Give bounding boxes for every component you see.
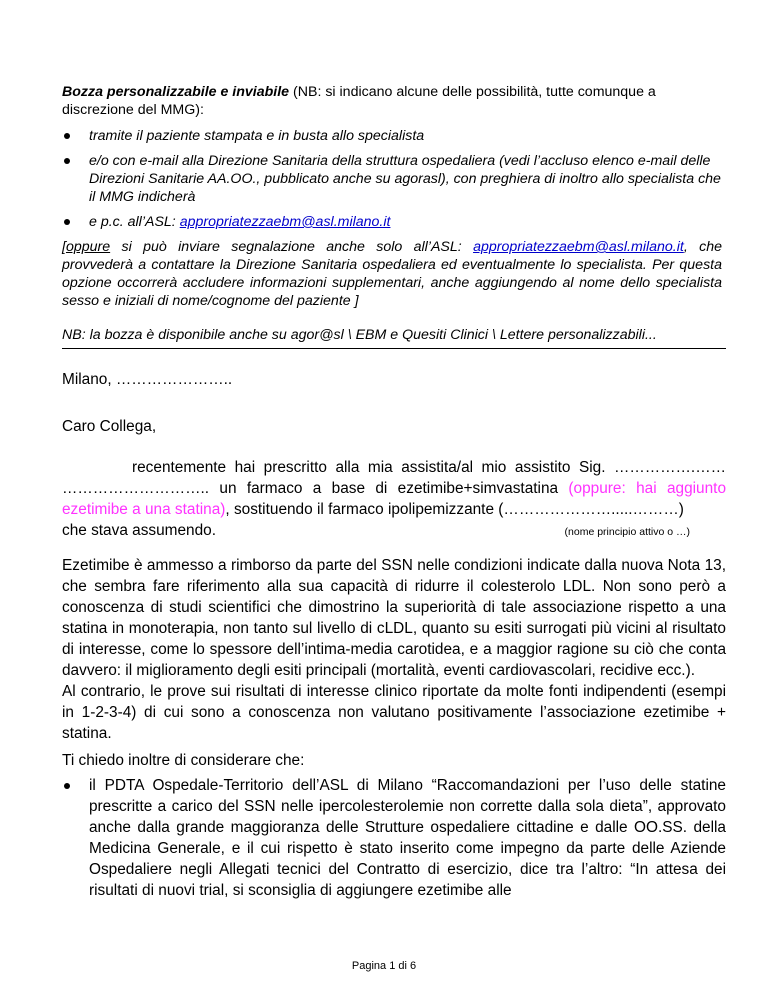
letter-body (62, 369, 726, 901)
intro-bullet-patient: tramite il paziente stampata e in busta allo specialista (62, 127, 722, 145)
intro-section (62, 83, 722, 344)
consider-list (62, 775, 726, 901)
list-item: il PDTA Ospedale-Territorio dell’ASL di Milano “Raccomandazioni per l’uso delle statine prescritte a carico del SSN nelle ipercolesterolemie non corrette dalla sola dieta”, approvato anche dalla grande maggioranza delle Strutture ospedaliere cittadine e dalle OO.SS. della Medicina Generale, e il cui rispetto è stato inserito come impegno da parte delle Aziende Ospedaliere negli Allegati tecnici del Contratto di esercizio, dice tra l’altro: “In attesa dei risultati di nuovi trial, si sconsiglia di aggiungere ezetimibe alle (62, 775, 726, 901)
nb-note: NB: la bozza è disponibile anche su agor@sl \ EBM e Quesiti Clinici \ Lettere personalizzabili... (62, 327, 657, 343)
bullet-dot-icon (64, 219, 70, 225)
bullet-dot-icon (64, 158, 70, 164)
principle-note: (nome principio attivo o …) (564, 526, 690, 538)
intro-bullet-list (62, 127, 722, 231)
page-footer: Pagina 1 di 6 (351, 960, 417, 972)
highlighted-alternative: (oppure: hai aggiunto ezetimibe a una statina) (62, 480, 727, 518)
intro-title-bold: Bozza personalizzabile e inviabile (62, 84, 290, 100)
intro-bullet-asl: e p.c. all’ASL: appropriatezzaebm@asl.milano.it (62, 213, 722, 231)
paragraph-prescription: recentemente hai prescritto alla mia assistita/al mio assistito Sig. …………….…… ……………………….. un farmaco a base di ezetimibe+simvastatina (oppure: hai aggiunto ezetimibe a una statina), sostituendo il farmaco ipolipemizzante (………………….....………) che stava assumendo. (nome principio attivo o …) (62, 457, 726, 543)
intro-bullet-email: e/o con e-mail alla Direzione Sanitaria della struttura ospedaliera (vedi l’accluso elenco e-mail delle Direzioni Sanitarie AA.OO., pubblicato anche su agorasl), con preghiera di inoltro allo specialista che il MMG indicherà (62, 152, 722, 206)
paragraph-consider: Ti chiedo inoltre di considerare che: (62, 752, 305, 769)
paragraph-ezetimibe: Ezetimibe è ammesso a rimborso da parte del SSN nelle condizioni indicate dalla nuova Nota 13, che sembra fare riferimento alla sua capacità di ridurre il colesterolo LDL. Non sono però a conoscenza di studi scientifici che dimostrino la superiorità di tale associazione rispetto a una statina in monoterapia, non tanto sul livello di cLDL, quanto su esiti surrogati più vicini al risultato di interesse, come lo spessore dell’intima-media carotidea, e a maggior ragione su ciò che conta davvero: il miglioramento degli esiti principali (mortalità, eventi cardiovascolari, recidive ecc.). (62, 557, 726, 679)
alternative-note: [oppure si può inviare segnalazione anche solo all’ASL: appropriatezzaebm@asl.milano.it, che provvederà a contattare la Direzione Sanitaria ospedaliera ed eventualmente lo specialista. Per questa opzione occorrerà accludere informazioni supplementari, anche aggiungendo al nome dello specialista sesso e iniziali di nome/cognome del paziente ] (62, 239, 722, 309)
intro-heading (62, 83, 722, 119)
email-link[interactable]: appropriatezzaebm@asl.milano.it (179, 214, 391, 230)
oppure-text: oppure (65, 239, 111, 255)
paragraph-evidence: Al contrario, le prove sui risultati di interesse clinico riportate da molte fonti indipendenti (esempi in 1-2-3-4) di cui sono a conoscenza non valutano positivamente l’associazione ezetimibe + statina. (62, 683, 726, 742)
bullet-dot-icon (64, 133, 70, 139)
greeting: Caro Collega, (62, 418, 157, 435)
email-link-2[interactable]: appropriatezzaebm@asl.milano.it (473, 239, 684, 255)
place-date-line: Milano, ………………….. (62, 371, 233, 388)
intro-title-rest: (NB: si indicano alcune delle possibilità, tutte comunque a discrezione del MMG): (62, 84, 656, 118)
separator-line (62, 348, 726, 349)
bullet-dot-icon (64, 783, 70, 789)
